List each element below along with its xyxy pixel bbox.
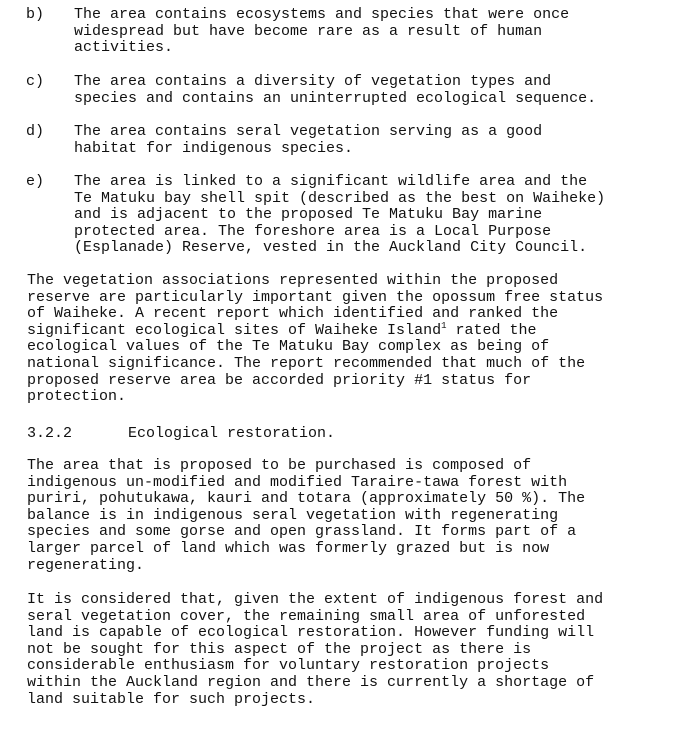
- section-number: 3.2.2: [27, 425, 73, 442]
- criterion-label: c): [26, 73, 45, 90]
- criterion-label: e): [26, 173, 45, 190]
- criterion-text: The area contains seral vegetation serving as a good habitat for indigenous species.: [74, 123, 543, 157]
- restoration-paragraph: It is considered that, given the extent of indigenous forest and seral vegetation cover, the remaining small area of unforested land is capable of ecological restoration. However funding will not be sought for this aspect of the project as there is considerable enthusiasm for voluntary restoration projects within the Auckland region and there is currently a shortage of land suitable for such projects.: [27, 591, 604, 708]
- section-title: Ecological restoration.: [128, 425, 336, 442]
- vegetation-text-part2: rated the ecological values of the Te Matuku Bay complex as being of national significance. The report recommended that much of the proposed reserve area be accorded priority #1 status for protection.: [27, 321, 586, 406]
- purchase-paragraph: The area that is proposed to be purchased is composed of indigenous un-modified and modified Taraire-tawa forest with puriri, pohutukawa, kauri and totara (approximately 50 %). The balance is in indigenous seral vegetation with regenerating species and some gorse and open grassland. It forms part of a larger parcel of land which was formerly grazed but is now regenerating.: [27, 457, 586, 574]
- vegetation-paragraph: [27, 273, 677, 406]
- criterion-text: The area is linked to a significant wildlife area and the Te Matuku bay shell spit (described as the best on Waiheke) and is adjacent to the proposed Te Matuku Bay marine protected area. The foreshore area is a Local Purpose (Esplanade) Reserve, vested in the Auckland City Council.: [74, 173, 606, 257]
- footnote-marker: 1: [441, 320, 447, 331]
- criterion-label: d): [26, 123, 45, 140]
- criterion-text: The area contains ecosystems and species that were once widespread but have become rare as a result of human activities.: [74, 6, 570, 57]
- vegetation-text-part1: The vegetation associations represented within the proposed reserve are particularly important given the opossum free status of Waiheke. A recent report which identified and ranked the significant ecological sites of Waiheke Island: [27, 272, 604, 339]
- criterion-label: b): [26, 6, 45, 23]
- criterion-text: The area contains a diversity of vegetation types and species and contains an uninterrupted ecological sequence.: [74, 73, 597, 107]
